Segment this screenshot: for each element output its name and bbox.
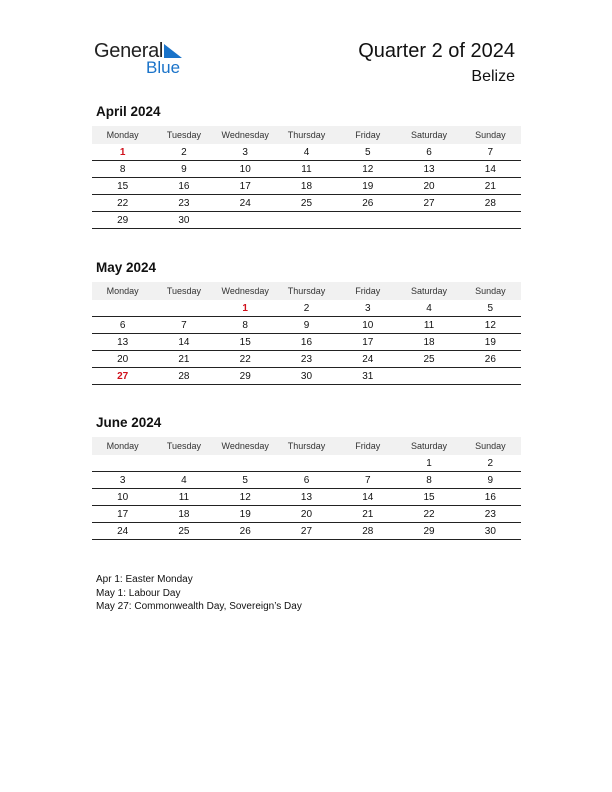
day-cell: 8	[242, 319, 248, 331]
month-calendar-april	[92, 104, 521, 229]
week-row	[92, 161, 521, 178]
day-cell: 30	[178, 214, 190, 226]
day-cell: 30	[484, 525, 496, 537]
day-cell: 16	[300, 336, 313, 348]
weekday-label: Friday	[355, 441, 381, 451]
logo-triangle-icon	[162, 44, 182, 58]
day-cell: 14	[178, 336, 190, 348]
day-cell: 20	[300, 508, 313, 520]
day-cell: 4	[303, 146, 310, 158]
month-calendar-may	[92, 260, 521, 385]
weekday-label: Monday	[106, 286, 139, 296]
week-row	[92, 489, 521, 506]
weekday-label: Wednesday	[221, 441, 269, 451]
week-row	[92, 144, 521, 161]
day-cell: 17	[117, 508, 129, 520]
day-cell: 23	[300, 353, 313, 365]
holiday-day-cell: 27	[117, 370, 129, 382]
month-weeks	[92, 455, 521, 540]
day-cell: 8	[119, 163, 126, 175]
day-cell: 11	[423, 319, 435, 331]
weekday-label: Monday	[106, 441, 139, 451]
day-cell: 25	[423, 353, 435, 365]
month-weeks	[92, 300, 521, 385]
day-cell: 18	[423, 336, 435, 348]
day-cell: 3	[119, 474, 126, 486]
day-cell: 6	[426, 146, 432, 158]
day-cell: 4	[426, 302, 432, 314]
day-cell: 12	[484, 319, 496, 331]
day-cell: 8	[426, 474, 432, 486]
day-cell: 2	[181, 146, 187, 158]
day-cell: 15	[239, 336, 251, 348]
day-cell: 9	[303, 319, 310, 331]
day-cell: 5	[487, 302, 494, 314]
week-row	[92, 506, 521, 523]
week-row	[92, 317, 521, 334]
day-cell: 21	[362, 508, 374, 520]
week-row	[92, 212, 521, 229]
weekday-label: Saturday	[411, 441, 448, 451]
weekday-header	[92, 282, 521, 300]
weekday-label: Friday	[355, 130, 381, 140]
day-cell: 17	[239, 180, 251, 192]
day-cell: 29	[423, 525, 435, 537]
day-cell: 24	[117, 525, 129, 537]
day-cell: 20	[117, 353, 129, 365]
weekday-label: Sunday	[475, 286, 506, 296]
weekday-label: Saturday	[411, 286, 448, 296]
day-cell: 26	[239, 525, 251, 537]
month-calendar-june	[92, 415, 521, 540]
week-row	[92, 300, 521, 317]
weekday-label: Thursday	[287, 441, 326, 451]
day-cell: 26	[484, 353, 496, 365]
weekday-label: Sunday	[475, 130, 506, 140]
brand-logo	[94, 40, 204, 80]
day-cell: 22	[117, 197, 129, 209]
week-row	[92, 351, 521, 368]
day-cell: 2	[303, 302, 310, 314]
weekday-label: Monday	[106, 130, 139, 140]
day-cell: 2	[487, 457, 494, 469]
day-cell: 25	[178, 525, 190, 537]
week-row	[92, 455, 521, 472]
day-cell: 11	[301, 163, 312, 175]
day-cell: 23	[484, 508, 496, 520]
day-cell: 6	[119, 319, 126, 331]
day-cell: 16	[484, 491, 496, 503]
week-row	[92, 472, 521, 489]
day-cell: 17	[362, 336, 374, 348]
holiday-day-cell: 1	[119, 146, 126, 158]
day-cell: 14	[362, 491, 374, 503]
day-cell: 7	[181, 319, 187, 331]
day-cell: 9	[181, 163, 187, 175]
day-cell: 10	[362, 319, 374, 331]
day-cell: 19	[484, 336, 496, 348]
weekday-label: Thursday	[287, 130, 326, 140]
day-cell: 13	[423, 163, 435, 175]
day-cell: 19	[239, 508, 251, 520]
day-cell: 14	[484, 163, 496, 175]
day-cell: 19	[362, 180, 374, 192]
day-cell: 28	[484, 197, 496, 209]
logo-general-text: General	[94, 40, 164, 62]
day-cell: 6	[303, 474, 310, 486]
month-title: May 2024	[96, 260, 157, 275]
day-cell: 16	[178, 180, 190, 192]
week-row	[92, 334, 521, 351]
day-cell: 28	[178, 370, 190, 382]
weekday-label: Tuesday	[166, 286, 202, 296]
weekday-label: Wednesday	[221, 286, 269, 296]
day-cell: 7	[487, 146, 494, 158]
day-cell: 21	[178, 353, 190, 365]
week-row	[92, 523, 521, 540]
day-cell: 7	[364, 474, 371, 486]
day-cell: 11	[178, 491, 190, 503]
holiday-notes	[96, 573, 302, 614]
day-cell: 20	[423, 180, 435, 192]
logo-blue-text: Blue	[146, 58, 181, 77]
day-cell: 12	[239, 491, 251, 503]
day-cell: 12	[362, 163, 374, 175]
month-title: April 2024	[96, 104, 161, 119]
day-cell: 3	[242, 146, 248, 158]
day-cell: 10	[239, 163, 251, 175]
day-cell: 4	[181, 474, 187, 486]
day-cell: 5	[242, 474, 248, 486]
month-weeks	[92, 144, 521, 229]
day-cell: 18	[300, 180, 313, 192]
day-cell: 26	[362, 197, 374, 209]
day-cell: 9	[487, 474, 494, 486]
month-title: June 2024	[96, 415, 162, 430]
weekday-header	[92, 437, 521, 455]
day-cell: 22	[423, 508, 435, 520]
day-cell: 15	[117, 180, 129, 192]
day-cell: 1	[426, 457, 432, 469]
weekday-label: Tuesday	[166, 130, 202, 140]
day-cell: 13	[300, 491, 313, 503]
day-cell: 13	[117, 336, 129, 348]
page-title: Quarter 2 of 2024	[358, 40, 515, 62]
day-cell: 15	[423, 491, 435, 503]
day-cell: 31	[362, 370, 374, 382]
country-name: Belize	[471, 68, 515, 85]
day-cell: 21	[484, 180, 496, 192]
day-cell: 5	[364, 146, 371, 158]
holiday-note: Apr 1: Easter Monday	[96, 574, 193, 585]
weekday-label: Sunday	[475, 441, 506, 451]
day-cell: 29	[117, 214, 129, 226]
weekday-label: Wednesday	[221, 130, 269, 140]
day-cell: 25	[300, 197, 313, 209]
weekday-label: Friday	[355, 286, 381, 296]
day-cell: 28	[362, 525, 374, 537]
day-cell: 24	[239, 197, 251, 209]
weekday-header	[92, 126, 521, 144]
day-cell: 27	[300, 525, 313, 537]
day-cell: 10	[117, 491, 129, 503]
day-cell: 22	[239, 353, 251, 365]
holiday-note: May 1: Labour Day	[96, 587, 181, 599]
holiday-day-cell: 1	[242, 302, 248, 314]
day-cell: 3	[364, 302, 371, 314]
day-cell: 23	[178, 197, 190, 209]
week-row	[92, 368, 521, 385]
weekday-label: Tuesday	[166, 441, 202, 451]
weekday-label: Saturday	[411, 130, 448, 140]
day-cell: 24	[362, 353, 374, 365]
day-cell: 30	[300, 370, 313, 382]
day-cell: 27	[423, 197, 435, 209]
holiday-note: May 27: Commonwealth Day, Sovereign’s Day	[96, 601, 302, 612]
day-cell: 29	[239, 370, 251, 382]
day-cell: 18	[178, 508, 190, 520]
week-row	[92, 178, 521, 195]
weekday-label: Thursday	[287, 286, 326, 296]
week-row	[92, 195, 521, 212]
